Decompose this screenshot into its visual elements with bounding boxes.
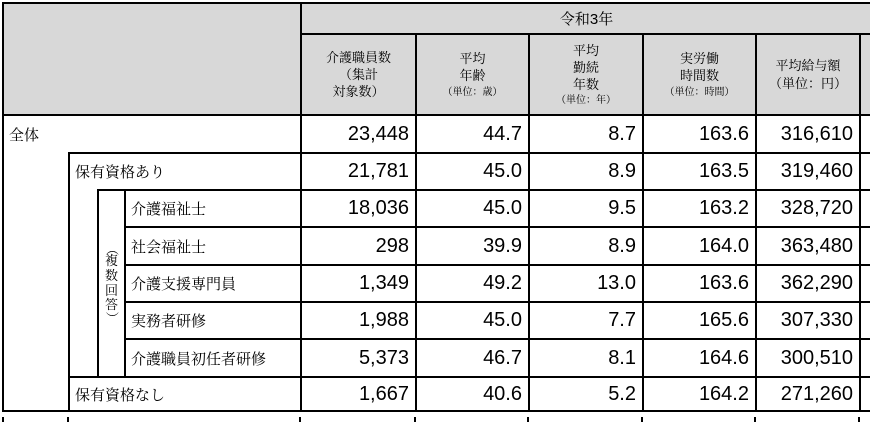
header-line: 年数: [572, 76, 599, 92]
value-cell: 8.7: [529, 115, 643, 153]
cut-column-cell: [860, 265, 870, 302]
vertical-char: 数: [104, 267, 118, 283]
cut-column-header: [860, 34, 870, 115]
header-line: 平均: [459, 51, 486, 67]
value-cell: 307,330: [756, 302, 860, 339]
reiwa3-care-worker-stats-table: [2, 2, 870, 412]
value-cell: 5,373: [301, 339, 416, 377]
next-row-stub-line: [414, 417, 416, 422]
header-line: （集計: [338, 66, 378, 82]
value-cell: 165.6: [643, 302, 756, 339]
cut-column-cell: [860, 190, 870, 227]
header-line: （単位：円）: [768, 75, 847, 91]
next-row-stub-line: [67, 417, 69, 422]
row-label-shikaku-ari: 保有資格あり: [69, 153, 301, 190]
value-cell: 1,988: [301, 302, 416, 339]
row-label-jitsumusha-kenshu: 実務者研修: [125, 302, 301, 339]
row-label-kaigo-fukushishi: 介護福祉士: [125, 190, 301, 227]
cut-column-cell: [860, 153, 870, 190]
cut-column-cell: [860, 377, 870, 411]
next-row-stub-line: [641, 417, 643, 422]
value-cell: 5.2: [529, 377, 643, 411]
value-cell: 8.9: [529, 227, 643, 265]
column-header-avg-age: [416, 34, 529, 115]
unit-label: （単位：歳）: [442, 86, 503, 98]
value-cell: 328,720: [756, 190, 860, 227]
vertical-char: 答: [104, 297, 118, 313]
header-line: 勤続: [572, 59, 599, 75]
row-label-shoninsha-kenshu: 介護職員初任者研修: [125, 339, 301, 377]
row-label-shakai-fukushishi: 社会福祉士: [125, 227, 301, 265]
value-cell: 271,260: [756, 377, 860, 411]
value-cell: 362,290: [756, 265, 860, 302]
row-label-zentai: 全体: [3, 115, 301, 153]
indent-spacer: [3, 153, 69, 411]
header-line: 対象数）: [332, 84, 385, 100]
value-cell: 49.2: [416, 265, 529, 302]
row-label-shikaku-nashi: 保有資格なし: [69, 377, 301, 411]
value-cell: 13.0: [529, 265, 643, 302]
multiple-answer-vertical-label: [98, 190, 125, 377]
value-cell: 300,510: [756, 339, 860, 377]
value-cell: 7.7: [529, 302, 643, 339]
header-line: 介護職員数: [325, 49, 391, 65]
vertical-char: （: [104, 242, 120, 256]
value-cell: 45.0: [416, 153, 529, 190]
next-row-stub-line: [754, 417, 756, 422]
value-cell: 45.0: [416, 190, 529, 227]
unit-label: （単位：時間）: [664, 86, 735, 98]
next-row-stub-line: [858, 417, 860, 422]
next-row-stub-line: [527, 417, 529, 422]
value-cell: 363,480: [756, 227, 860, 265]
value-cell: 44.7: [416, 115, 529, 153]
value-cell: 23,448: [301, 115, 416, 153]
value-cell: 45.0: [416, 302, 529, 339]
header-line: 平均: [572, 42, 599, 58]
value-cell: 163.5: [643, 153, 756, 190]
value-cell: 18,036: [301, 190, 416, 227]
vertical-char: 回: [104, 282, 118, 298]
value-cell: 164.0: [643, 227, 756, 265]
header-line: 平均給与額: [775, 58, 841, 74]
year-header: 令和3年: [301, 3, 870, 34]
value-cell: 316,610: [756, 115, 860, 153]
column-header-work-hours: [643, 34, 756, 115]
unit-label: （単位：年）: [556, 95, 616, 107]
value-cell: 46.7: [416, 339, 529, 377]
value-cell: 164.6: [643, 339, 756, 377]
value-cell: 9.5: [529, 190, 643, 227]
column-header-avg-tenure: [529, 34, 643, 115]
value-cell: 39.9: [416, 227, 529, 265]
cut-column-cell: [860, 339, 870, 377]
vertical-char: ）: [104, 311, 120, 325]
value-cell: 1,349: [301, 265, 416, 302]
value-cell: 163.6: [643, 265, 756, 302]
cut-column-cell: [860, 115, 870, 153]
value-cell: 163.6: [643, 115, 756, 153]
value-cell: 40.6: [416, 377, 529, 411]
header-line: 時間数: [679, 68, 719, 84]
cut-column-cell: [860, 227, 870, 265]
cut-column-cell: [860, 302, 870, 339]
value-cell: 319,460: [756, 153, 860, 190]
value-cell: 8.1: [529, 339, 643, 377]
value-cell: 298: [301, 227, 416, 265]
column-header-avg-salary: [756, 34, 860, 115]
row-label-care-manager: 介護支援専門員: [125, 265, 301, 302]
indent-spacer: [69, 190, 98, 377]
value-cell: 8.9: [529, 153, 643, 190]
header-corner-cell: [3, 3, 301, 115]
value-cell: 1,667: [301, 377, 416, 411]
value-cell: 21,781: [301, 153, 416, 190]
value-cell: 163.2: [643, 190, 756, 227]
header-line: 実労働: [679, 51, 719, 67]
vertical-text: [99, 242, 124, 325]
next-row-stub-line: [2, 417, 4, 422]
vertical-char: 複: [104, 253, 118, 269]
column-header-staff-count: [301, 34, 416, 115]
next-row-stub-line: [299, 417, 301, 422]
header-line: 年齢: [459, 68, 486, 84]
value-cell: 164.2: [643, 377, 756, 411]
